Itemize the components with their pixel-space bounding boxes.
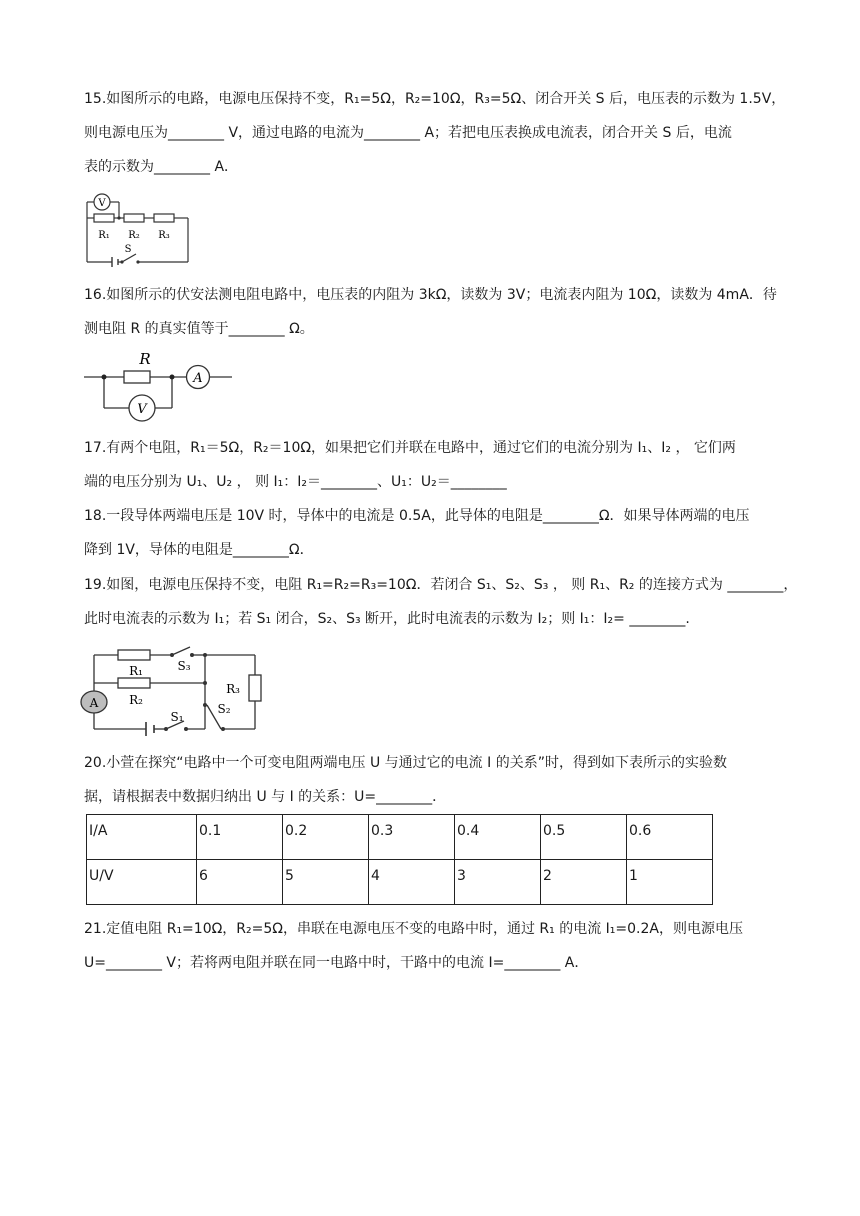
s3-label: S₃ xyxy=(177,659,191,673)
circuit-diagram-19 xyxy=(80,645,265,743)
table-cell: U/V xyxy=(87,860,197,905)
resistors xyxy=(94,214,174,222)
r1-label: R₁ xyxy=(129,664,143,678)
resistor-r1 xyxy=(118,650,150,660)
table-cell: 0.6 xyxy=(627,815,713,860)
r1-label: R₁ xyxy=(98,230,110,241)
table-cell: 3 xyxy=(455,860,541,905)
circuit-diagram-16 xyxy=(84,344,234,426)
question-18-line-1: 18.一段导体两端电压是 10V 时，导体中的电流是 0.5A，此导体的电阻是________Ω．如果导体两端的电压 xyxy=(84,508,750,524)
circuit-diagram-15 xyxy=(84,190,194,268)
question-16-line-2: 测电阻 R 的真实值等于________ Ω。 xyxy=(84,321,314,337)
table-cell: 2 xyxy=(541,860,627,905)
question-15-line-3: 表的示数为________ A． xyxy=(84,159,239,175)
switch-s2-icon xyxy=(203,703,207,707)
question-21-line-2: U=________ V；若将两电阻并联在同一电路中时，干路中的电流 I=________ A． xyxy=(84,955,589,971)
question-15-line-1: 15.如图所示的电路，电源电压保持不变，R₁=5Ω，R₂=10Ω，R₃=5Ω、闭合开关 S 后，电压表的示数为 1.5V， xyxy=(84,91,786,107)
voltmeter-label: V xyxy=(98,198,106,209)
switch-icon xyxy=(120,260,123,263)
table-cell: 4 xyxy=(369,860,455,905)
table-row xyxy=(87,860,713,905)
question-20-line-1: 20.小萱在探究“电路中一个可变电阻两端电压 U 与通过它的电流 I 的关系”时，得到如下表所示的实验数 xyxy=(84,755,727,771)
question-18 xyxy=(84,499,784,567)
r2-label: R₂ xyxy=(128,230,140,241)
resistor-label: R xyxy=(139,350,151,368)
data-table xyxy=(86,814,713,905)
table-cell: 6 xyxy=(197,860,283,905)
table-cell: 0.3 xyxy=(369,815,455,860)
battery-icon xyxy=(112,257,118,267)
table-cell: I/A xyxy=(87,815,197,860)
switch-s3-icon xyxy=(190,653,194,657)
question-19-line-1: 19.如图，电源电压保持不变，电阻 R₁=R₂=R₃=10Ω．若闭合 S₁、S₂、S₃ ， 则 R₁、R₂ 的连接方式为 ________， xyxy=(84,577,798,593)
r3-label: R₃ xyxy=(226,682,240,696)
question-17 xyxy=(84,431,784,499)
ammeter-label: A xyxy=(89,696,99,710)
question-19-line-2: 此时电流表的示数为 I₁；若 S₁ 闭合，S₂、S₃ 断开，此时电流表的示数为 I₂；则 I₁：I₂= ________. xyxy=(84,611,690,627)
question-21 xyxy=(84,912,784,980)
switch-label: S xyxy=(124,244,132,255)
battery-icon xyxy=(146,722,154,736)
r3-label: R₃ xyxy=(158,230,170,241)
question-19 xyxy=(84,568,798,636)
table-cell: 0.5 xyxy=(541,815,627,860)
question-16-line-1: 16.如图所示的伏安法测电阻电路中，电压表的内阻为 3kΩ，读数为 3V；电流表内阻为 10Ω，读数为 4mA．待 xyxy=(84,287,777,303)
resistor-r2 xyxy=(118,678,150,688)
table-cell: 0.2 xyxy=(283,815,369,860)
table-cell: 5 xyxy=(283,860,369,905)
r2-label: R₂ xyxy=(129,693,143,707)
question-18-line-2: 降到 1V，导体的电阻是________Ω． xyxy=(84,542,314,558)
table-cell: 0.4 xyxy=(455,815,541,860)
question-20-line-2: 据，请根据表中数据归纳出 U 与 I 的关系：U=________． xyxy=(84,789,447,805)
s2-label: S₂ xyxy=(217,702,231,716)
ammeter-label: A xyxy=(193,371,203,386)
question-16 xyxy=(84,278,784,346)
question-15 xyxy=(84,82,784,184)
question-17-line-1: 17.有两个电阻，R₁＝5Ω，R₂＝10Ω，如果把它们并联在电路中，通过它们的电流分别为 I₁、I₂ ， 它们两 xyxy=(84,440,736,456)
question-17-line-2: 端的电压分别为 U₁、U₂ ， 则 I₁：I₂＝________、U₁：U₂＝________ xyxy=(84,474,507,490)
table-row xyxy=(87,815,713,860)
s1-label: S₁ xyxy=(170,710,184,724)
table-cell: 1 xyxy=(627,860,713,905)
question-21-line-1: 21.定值电阻 R₁=10Ω，R₂=5Ω，串联在电源电压不变的电路中时，通过 R₁ 的电流 I₁=0.2A，则电源电压 xyxy=(84,921,743,937)
resistor-r xyxy=(124,371,150,383)
table-cell: 0.1 xyxy=(197,815,283,860)
resistor-r3 xyxy=(249,675,261,701)
question-20 xyxy=(84,746,784,814)
voltmeter-label: V xyxy=(137,402,147,417)
switch-s1-icon xyxy=(184,727,188,731)
question-15-line-2: 则电源电压为________ V，通过电路的电流为________ A；若把电压表换成电流表，闭合开关 S 后，电流 xyxy=(84,125,732,141)
